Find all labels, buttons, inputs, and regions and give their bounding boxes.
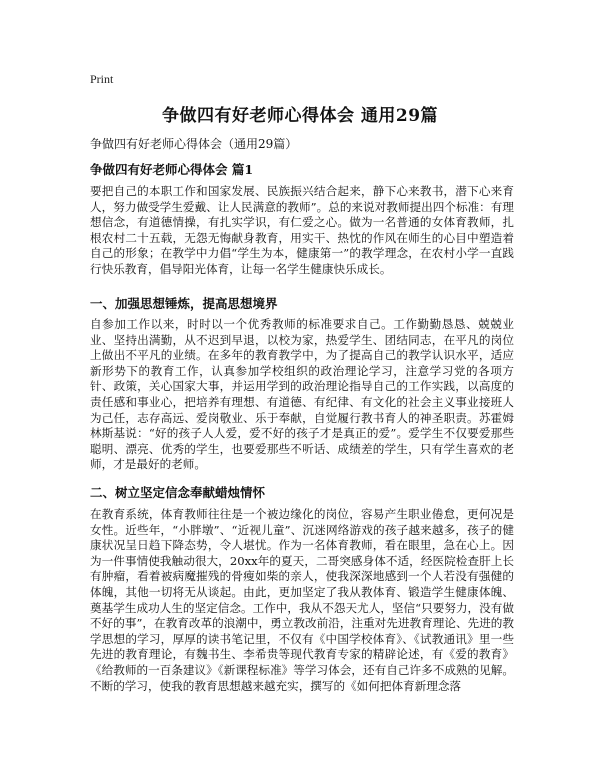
- part2-paragraph: 在教育系统，体育教师往往是一个被边缘化的岗位，容易产生职业倦怠，更何况是女性。近些年，“小胖墩”、“近视儿童”、沉迷网络游戏的孩子越来越多，孩子的健康状况呈日趋下降态势，令人堪忧。作为一名体育教师，看在眼里，急在心上。因为一件事情使我触动很大，20xx年的夏天，二哥突感身体不适，经医院检查肝上长有肿瘤，看着被病魔摧残的骨瘦如柴的亲人，使我深深地感到一个人若没有强健的体魄，其他一切将无从谈起。由此，更加坚定了我从教体育、锻造学生健康体魄、奠基学生成功人生的坚定信念。工作中，我从不怨天尤人，坚信“只要努力，没有做不好的事”，在教育改革的浪潮中，勇立教改前沿，注重对先进教育理论、先进的教学思想的学习，厚厚的读书笔记里，不仅有《中国学校体育》、《试教通讯》里一些先进的教育理论，有魏书生、李希贵等现代教育专家的精辟论述，有《爱的教育》《给教师的一百条建议》《新课程标准》等学习体会，还有自己许多不成熟的见解。不断的学习，使我的教育思想越来越充实，撰写的《如何把体育新理念落: [90, 507, 514, 693]
- intro-paragraph: 要把自己的本职工作和国家发展、民族振兴结合起来，静下心来教书，潜下心来育人，努力做受学生爱戴、让人民满意的教师”。总的来说对教师提出四个标准：有理想信念，有道德情操，有扎实学识，有仁爱之心。做为一名普通的女体育教师，扎根农村二十五载，无怨无悔献身教育，用实干、热忱的作风在师生的心目中塑造着自己的形象；在教学中力倡“学生为本，健康第一”的教学理念，在农村小学一直践行快乐教育，倡导阳光体育，让每一名学生健康快乐成长。: [90, 184, 514, 276]
- print-label[interactable]: Print: [90, 72, 114, 86]
- section-heading: 争做四有好老师心得体会 篇1: [90, 162, 254, 177]
- part1-heading: 一、加强思想锤炼，提高思想境界: [90, 296, 278, 311]
- part2-heading: 二、树立坚定信念奉献蜡烛情怀: [90, 485, 266, 500]
- part1-paragraph: 自参加工作以来，时时以一个优秀教师的标准要求自己。工作勤勤恳恳、兢兢业业、坚持出满勤，从不迟到早退，以校为家，热爱学生、团结同志，在平凡的岗位上做出不平凡的业绩。在多年的教育教学中，为了提高自己的教学认识水平，适应新形势下的教育工作，认真参加学校组织的政治理论学习，注意学习党的各项方针、政策，关心国家大事，并运用学到的政治理论指导自己的工作实践，以高度的责任感和事业心，把培养有理想、有道德、有纪律、有文化的社会主义事业接班人为己任，志存高远、爱岗敬业、乐于奉献，自觉履行教书育人的神圣职责。苏霍姆林斯基说：“好的孩子人人爱，爱不好的孩子才是真正的爱”。爱学生不仅要爱那些聪明、漂亮、优秀的学生，也要爱那些不听话、成绩差的学生，只有学生喜欢的老师，才是最好的老师。: [90, 317, 514, 472]
- subtitle: 争做四有好老师心得体会（通用29篇）: [90, 137, 298, 151]
- page-title: 争做四有好老师心得体会 通用29篇: [161, 106, 439, 126]
